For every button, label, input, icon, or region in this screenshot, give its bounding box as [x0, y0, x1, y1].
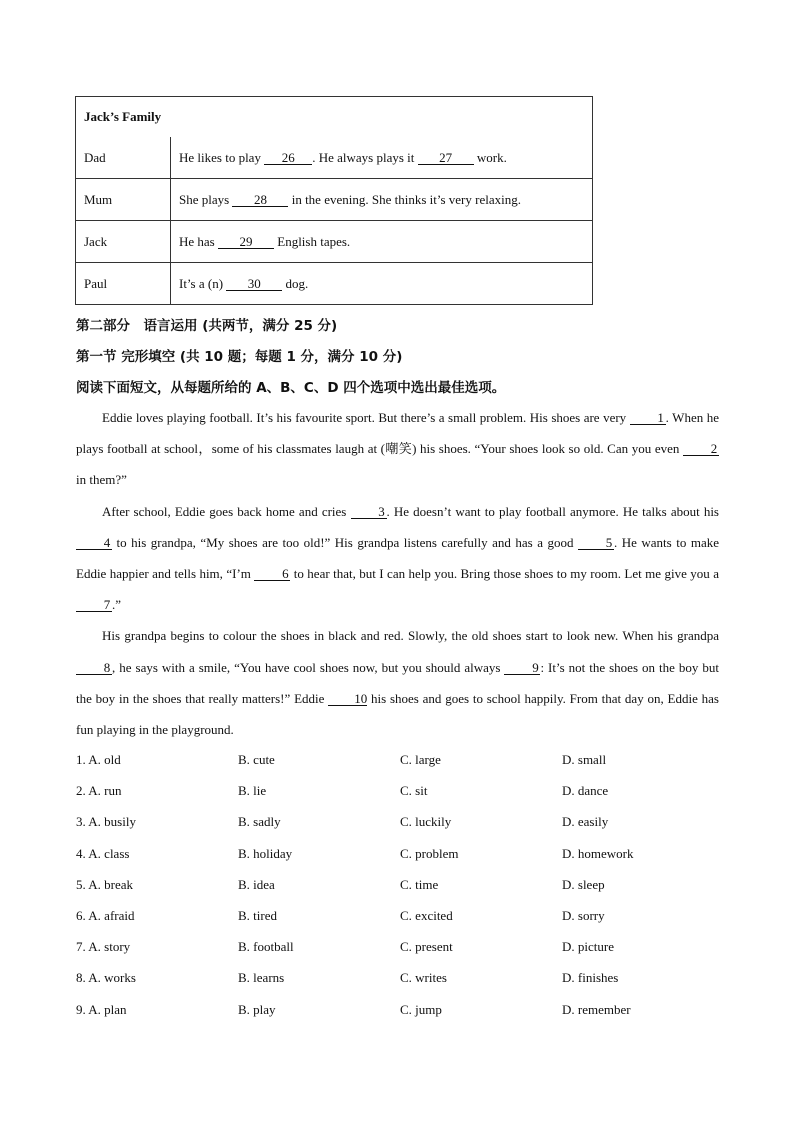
blank-2: 2: [683, 442, 719, 456]
option-d[interactable]: D. remember: [562, 1001, 631, 1017]
option-b[interactable]: B. cute: [238, 752, 275, 767]
blank-4: 4: [76, 536, 112, 550]
row-text: dog.: [282, 275, 309, 291]
answer-options: [76, 744, 736, 1025]
blank-8: 8: [76, 661, 112, 675]
person-cell: Mum: [76, 179, 171, 221]
option-b[interactable]: B. tired: [238, 907, 277, 923]
option-row: [76, 931, 736, 962]
row-text: . He always plays it: [312, 149, 418, 165]
blank-5: 5: [578, 536, 614, 550]
passage-text: After school, Eddie goes back home and cries: [102, 503, 351, 519]
blank-3: 3: [351, 505, 387, 519]
passage-text: , he says with a smile, “You have cool shoes now, but you should always: [112, 659, 505, 675]
option-row: [76, 962, 736, 993]
option-d[interactable]: D. sorry: [562, 907, 605, 923]
description-cell: [171, 179, 593, 221]
passage-text: His grandpa begins to colour the shoes in black and red. Slowly, the old shoes start to look new. When his grandpa: [102, 628, 719, 644]
table-title-row: [76, 97, 593, 138]
option-c[interactable]: C. large: [400, 752, 441, 767]
row-text: It’s a (n): [179, 275, 227, 291]
option-row: [76, 994, 736, 1025]
person-cell: Dad: [76, 137, 171, 179]
option-b[interactable]: B. lie: [238, 783, 267, 799]
option-c[interactable]: C. time: [400, 876, 439, 892]
option-row: [76, 869, 736, 900]
instruction-text: 阅读下面短文，从每题所给的 A、B、C、D 四个选项中选出最佳选项。: [76, 380, 506, 396]
passage-text: to hear that, but I can help you. Bring those shoes to my room. Let me give you a: [290, 566, 719, 582]
option-row: [76, 900, 736, 931]
option-c[interactable]: C. excited: [400, 907, 453, 923]
description-cell: [171, 221, 593, 263]
blank-9: 9: [504, 661, 540, 675]
option-c[interactable]: C. jump: [400, 1001, 442, 1017]
passage-paragraph: [76, 496, 719, 621]
option-c[interactable]: C. present: [400, 939, 453, 955]
blank-1: 1: [630, 411, 666, 425]
option-a[interactable]: 9. A. plan: [76, 1001, 127, 1017]
passage-text: .”: [112, 597, 122, 613]
table-row: [76, 263, 593, 305]
row-text: She plays: [179, 191, 233, 207]
option-d[interactable]: D. easily: [562, 814, 609, 830]
blank-6: 6: [254, 567, 290, 581]
cloze-passage: [76, 402, 719, 745]
description-cell: [171, 263, 593, 305]
passage-text: in them?”: [76, 472, 127, 488]
row-text: in the evening. She thinks it’s very relaxing.: [288, 191, 521, 207]
passage-paragraph: [76, 620, 719, 745]
blank-30: 30: [226, 277, 282, 291]
row-text: English tapes.: [274, 233, 351, 249]
option-row: [76, 775, 736, 806]
passage-text: . When he plays football at school，some of his classmates laugh at (嘲笑) his shoes. “Your shoes look so old. Can you even: [76, 410, 719, 457]
option-d[interactable]: D. sleep: [562, 876, 605, 892]
option-b[interactable]: B. idea: [238, 876, 275, 892]
option-d[interactable]: D. dance: [562, 783, 609, 799]
blank-27: 27: [418, 151, 474, 165]
option-c[interactable]: C. luckily: [400, 814, 452, 830]
passage-text: his shoes and goes to school happily. From that day on, Eddie has fun playing in the playground.: [76, 690, 719, 738]
option-b[interactable]: B. play: [238, 1001, 276, 1017]
part-heading: 第二部分 语言运用 (共两节，满分 25 分): [76, 318, 338, 334]
blank-10: 10: [328, 692, 367, 706]
section-heading: 第一节 完形填空 (共 10 题；每题 1 分，满分 10 分): [76, 349, 403, 365]
passage-text: Eddie loves playing football. It’s his favourite sport. But there’s a small problem. His shoes are very: [102, 410, 630, 425]
row-text: He has: [179, 233, 218, 249]
passage-text: to his grandpa, “My shoes are too old!” His grandpa listens carefully and has a good: [112, 534, 578, 550]
option-d[interactable]: D. small: [562, 752, 607, 767]
blank-26: 26: [264, 151, 312, 165]
description-cell: [171, 137, 593, 179]
row-text: He likes to play: [179, 149, 265, 165]
option-b[interactable]: B. learns: [238, 970, 285, 986]
option-c[interactable]: C. writes: [400, 970, 447, 986]
option-b[interactable]: B. football: [238, 939, 294, 955]
option-c[interactable]: C. problem: [400, 845, 459, 861]
option-a[interactable]: 2. A. run: [76, 783, 122, 799]
option-a[interactable]: 8. A. works: [76, 970, 136, 986]
option-row: [76, 806, 736, 837]
option-d[interactable]: D. picture: [562, 939, 614, 955]
option-a[interactable]: 3. A. busily: [76, 814, 136, 830]
person-cell: Jack: [76, 221, 171, 263]
option-d[interactable]: D. homework: [562, 845, 634, 861]
option-a[interactable]: 1. A. old: [76, 752, 121, 767]
blank-7: 7: [76, 598, 112, 612]
passage-text: . He doesn’t want to play football anymore. He talks about his: [386, 503, 719, 519]
option-a[interactable]: 7. A. story: [76, 939, 131, 955]
table-row: [76, 221, 593, 263]
option-b[interactable]: B. holiday: [238, 845, 293, 861]
table-title: Jack’s Family: [76, 97, 593, 138]
option-a[interactable]: 6. A. afraid: [76, 907, 135, 923]
table-row: [76, 137, 593, 179]
passage-text: . He wants to make Eddie happier and tells him, “I’m: [76, 534, 719, 582]
option-row: [76, 838, 736, 869]
row-text: work.: [473, 149, 507, 165]
option-a[interactable]: 4. A. class: [76, 845, 130, 861]
option-c[interactable]: C. sit: [400, 783, 428, 799]
option-a[interactable]: 5. A. break: [76, 876, 134, 892]
option-row: [76, 744, 736, 775]
option-d[interactable]: D. finishes: [562, 970, 619, 986]
passage-text: : It’s not the shoes on the boy but the boy in the shoes that really matters!” Eddie: [76, 659, 719, 706]
family-table: [75, 96, 593, 305]
passage-paragraph: [76, 402, 719, 496]
table-row: [76, 179, 593, 221]
person-cell: Paul: [76, 263, 171, 305]
blank-29: 29: [218, 235, 274, 249]
blank-28: 28: [232, 193, 288, 207]
option-b[interactable]: B. sadly: [238, 814, 281, 830]
